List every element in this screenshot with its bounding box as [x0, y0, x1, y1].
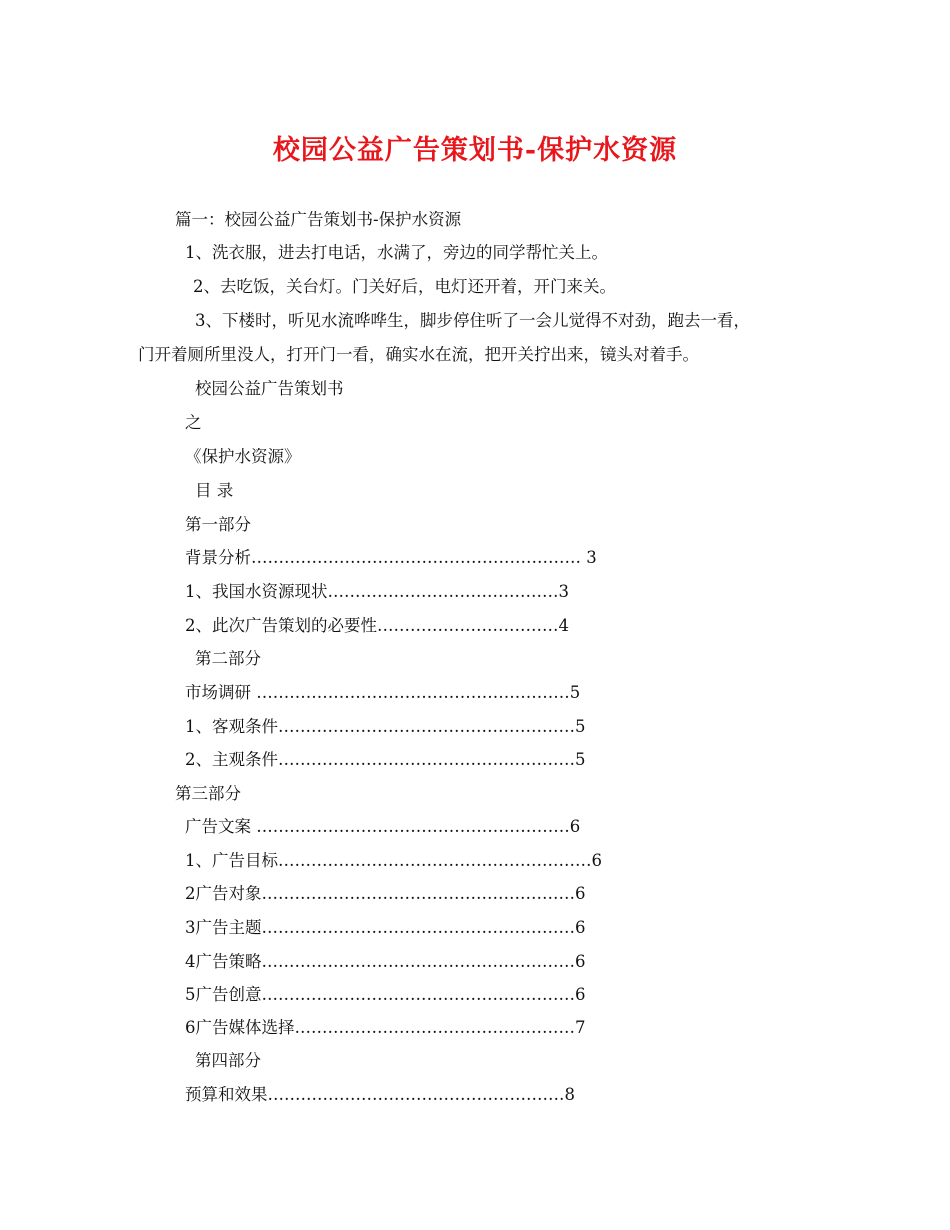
toc-entry: 预算和效果………………………………………………8: [185, 1085, 575, 1104]
paragraph-line: 2、去吃饭，关台灯。门关好后，电灯还开着，开门来关。: [193, 277, 616, 296]
section-heading: 篇一：校园公益广告策划书-保护水资源: [175, 210, 462, 229]
paragraph-line: 3、下楼时，听见水流哗哗生，脚步停住听了一会儿觉得不对劲，跑去一看，: [195, 311, 750, 330]
paragraph-line: 门开着厕所里没人，打开门一看，确实水在流，把开关拧出来，镜头对着手。: [138, 345, 699, 364]
toc-entry: 背景分析…………………………………………………… 3: [185, 548, 597, 567]
toc-heading: 目 录: [195, 481, 234, 500]
toc-entry: 1、广告目标…………………………………………………6: [185, 851, 602, 870]
toc-part: 第四部分: [195, 1051, 261, 1070]
toc-entry: 1、客观条件………………………………………………5: [185, 717, 586, 736]
paragraph-line: 1、洗衣服，进去打电话，水满了，旁边的同学帮忙关上。: [185, 243, 608, 262]
subtitle-line: 校园公益广告策划书: [195, 379, 344, 398]
toc-entry: 市场调研 …………………………………………………5: [185, 683, 581, 702]
toc-entry: 6广告媒体选择……………………………………………7: [185, 1018, 586, 1037]
toc-entry: 5广告创意…………………………………………………6: [185, 985, 586, 1004]
toc-part: 第三部分: [175, 784, 241, 803]
document-title: 校园公益广告策划书-保护水资源: [272, 135, 678, 166]
toc-entry: 3广告主题…………………………………………………6: [185, 918, 586, 937]
subtitle-line: 之: [185, 413, 202, 432]
toc-entry: 广告文案 …………………………………………………6: [185, 817, 581, 836]
subtitle-line: 《保护水资源》: [185, 447, 301, 466]
toc-entry: 2、主观条件………………………………………………5: [185, 750, 586, 769]
toc-entry: 4广告策略…………………………………………………6: [185, 952, 586, 971]
toc-entry: 2、此次广告策划的必要性……………………………4: [185, 616, 569, 635]
toc-part: 第二部分: [195, 649, 261, 668]
toc-entry: 2广告对象…………………………………………………6: [185, 884, 586, 903]
toc-entry: 1、我国水资源现状……………………………………3: [185, 582, 569, 601]
toc-part: 第一部分: [185, 515, 251, 534]
